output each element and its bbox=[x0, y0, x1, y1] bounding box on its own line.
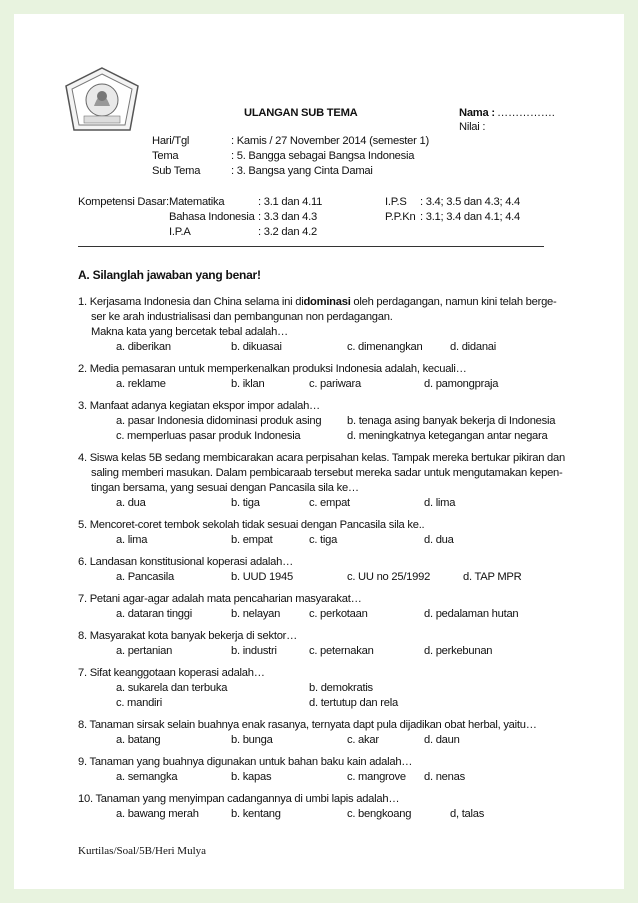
option-b[interactable]: b. empat bbox=[231, 534, 273, 546]
question-7: 7. Petani agar-agar adalah mata pencaharian masyarakat… bbox=[78, 593, 362, 605]
info-value-subtheme: : 3. Bangsa yang Cinta Damai bbox=[231, 165, 373, 177]
kd-value: : 3.1 dan 4.11 bbox=[258, 196, 323, 208]
option-b[interactable]: b. nelayan bbox=[231, 608, 281, 620]
info-value-date: : Kamis / 27 November 2014 (semester 1) bbox=[231, 135, 429, 147]
score-label: Nilai : bbox=[459, 121, 486, 133]
option-c[interactable]: c. tiga bbox=[309, 534, 338, 546]
question-5: 5. Mencoret-coret tembok sekolah tidak sesuai dengan Pancasila sila ke.. bbox=[78, 519, 425, 531]
option-c[interactable]: c. bengkoang bbox=[347, 808, 412, 820]
question-12: 10. Tanaman yang menyimpan cadangannya di umbi lapis adalah… bbox=[78, 793, 400, 805]
question-4-line-3: tingan bersama, yang sesuai dengan Pancasila sila ke… bbox=[91, 482, 359, 494]
question-11: 9. Tanaman yang buahnya digunakan untuk bahan baku kain adalah… bbox=[78, 756, 413, 768]
option-d[interactable]: d. TAP MPR bbox=[463, 571, 522, 583]
kd-subject: I.P.S bbox=[385, 196, 407, 208]
kd-value: : 3.3 dan 4.3 bbox=[258, 211, 317, 223]
option-d[interactable]: d. pamongpraja bbox=[424, 378, 499, 390]
option-b[interactable]: b. tiga bbox=[231, 497, 260, 509]
question-4-line-1: 4. Siswa kelas 5B sedang membicarakan acara perpisahan kelas. Tampak mereka bertukar pikiran dan bbox=[78, 452, 565, 464]
name-label: Nama : bbox=[459, 107, 495, 119]
option-d[interactable]: d. dua bbox=[424, 534, 454, 546]
option-c[interactable]: c. mandiri bbox=[116, 697, 162, 709]
option-c[interactable]: c. dimenangkan bbox=[347, 341, 423, 353]
option-b[interactable]: b. iklan bbox=[231, 378, 265, 390]
option-c[interactable]: c. UU no 25/1992 bbox=[347, 571, 431, 583]
option-d[interactable]: d. lima bbox=[424, 497, 456, 509]
info-value-theme: : 5. Bangga sebagai Bangsa Indonesia bbox=[231, 150, 415, 162]
question-8: 8. Masyarakat kota banyak bekerja di sektor… bbox=[78, 630, 298, 642]
school-logo bbox=[64, 66, 140, 132]
kd-subject: Matematika bbox=[169, 196, 225, 208]
footer-text: Kurtilas/Soal/5B/Heri Mulya bbox=[78, 845, 207, 857]
option-d[interactable]: d. meningkatnya ketegangan antar negara bbox=[347, 430, 548, 442]
section-title: A. Silanglah jawaban yang benar! bbox=[78, 268, 261, 282]
option-a[interactable]: a. reklame bbox=[116, 378, 166, 390]
option-a[interactable]: a. dataran tinggi bbox=[116, 608, 192, 620]
option-a[interactable]: a. pasar Indonesia didominasi produk asing bbox=[116, 415, 322, 427]
option-c[interactable]: c. peternakan bbox=[309, 645, 374, 657]
option-d[interactable]: d, talas bbox=[450, 808, 485, 820]
option-a[interactable]: a. Pancasila bbox=[116, 571, 174, 583]
question-3: 3. Manfaat adanya kegiatan ekspor impor adalah… bbox=[78, 400, 320, 412]
option-d[interactable]: d. tertutup dan rela bbox=[309, 697, 398, 709]
option-b[interactable]: b. UUD 1945 bbox=[231, 571, 293, 583]
kd-value: : 3.4; 3.5 dan 4.3; 4.4 bbox=[420, 196, 520, 208]
option-b[interactable]: b. dikuasai bbox=[231, 341, 282, 353]
option-a[interactable]: a. sukarela dan terbuka bbox=[116, 682, 228, 694]
option-d[interactable]: d. pedalaman hutan bbox=[424, 608, 519, 620]
name-field: ……………. bbox=[497, 107, 555, 119]
option-d[interactable]: d. nenas bbox=[424, 771, 465, 783]
option-a[interactable]: a. batang bbox=[116, 734, 161, 746]
question-1-line-3: Makna kata yang bercetak tebal adalah… bbox=[91, 326, 288, 338]
option-b[interactable]: b. bunga bbox=[231, 734, 273, 746]
option-d[interactable]: d. daun bbox=[424, 734, 460, 746]
info-label-theme: Tema bbox=[152, 150, 179, 162]
kd-subject: P.P.Kn bbox=[385, 211, 416, 223]
option-d[interactable]: d. didanai bbox=[450, 341, 497, 353]
option-c[interactable]: c. empat bbox=[309, 497, 350, 509]
exam-title: ULANGAN SUB TEMA bbox=[244, 107, 358, 119]
option-c[interactable]: c. perkotaan bbox=[309, 608, 368, 620]
kd-subject: Bahasa Indonesia bbox=[169, 211, 255, 223]
option-b[interactable]: b. tenaga asing banyak bekerja di Indonesia bbox=[347, 415, 556, 427]
info-label-date: Hari/Tgl bbox=[152, 135, 190, 147]
question-1-line-1: 1. Kerjasama Indonesia dan China selama ini didominasi oleh perdagangan, namun kini telah berge- bbox=[78, 296, 557, 308]
kd-value: : 3.1; 3.4 dan 4.1; 4.4 bbox=[420, 211, 520, 223]
question-10: 8. Tanaman sirsak selain buahnya enak rasanya, ternyata dapt pula dijadikan obat herbal, yaitu… bbox=[78, 719, 537, 731]
option-c[interactable]: c. mangrove bbox=[347, 771, 406, 783]
question-9: 7. Sifat keanggotaan koperasi adalah… bbox=[78, 667, 265, 679]
option-a[interactable]: a. diberikan bbox=[116, 341, 171, 353]
question-6: 6. Landasan konstitusional koperasi adalah… bbox=[78, 556, 294, 568]
option-b[interactable]: b. kentang bbox=[231, 808, 281, 820]
option-b[interactable]: b. industri bbox=[231, 645, 277, 657]
option-b[interactable]: b. demokratis bbox=[309, 682, 373, 694]
option-a[interactable]: a. pertanian bbox=[116, 645, 173, 657]
option-a[interactable]: a. bawang merah bbox=[116, 808, 199, 820]
question-2: 2. Media pemasaran untuk memperkenalkan produksi Indonesia adalah, kecuali… bbox=[78, 363, 467, 375]
question-4-line-2: saling memberi masukan. Dalam pembicaraab tersebut mereka sadar untuk mengutamakan kepen- bbox=[91, 467, 563, 479]
kd-subject: I.P.A bbox=[169, 226, 191, 238]
kd-value: : 3.2 dan 4.2 bbox=[258, 226, 317, 238]
header-divider bbox=[78, 246, 544, 247]
option-c[interactable]: c. memperluas pasar produk Indonesia bbox=[116, 430, 301, 442]
info-label-subtheme: Sub Tema bbox=[152, 165, 201, 177]
option-c[interactable]: c. pariwara bbox=[309, 378, 361, 390]
question-1-line-2: ser ke arah industrialisasi dan pembangunan non perdagangan. bbox=[91, 311, 393, 323]
option-c[interactable]: c. akar bbox=[347, 734, 379, 746]
option-a[interactable]: a. dua bbox=[116, 497, 146, 509]
kd-label: Kompetensi Dasar: bbox=[78, 196, 169, 208]
option-b[interactable]: b. kapas bbox=[231, 771, 272, 783]
option-a[interactable]: a. semangka bbox=[116, 771, 178, 783]
option-d[interactable]: d. perkebunan bbox=[424, 645, 493, 657]
option-a[interactable]: a. lima bbox=[116, 534, 148, 546]
